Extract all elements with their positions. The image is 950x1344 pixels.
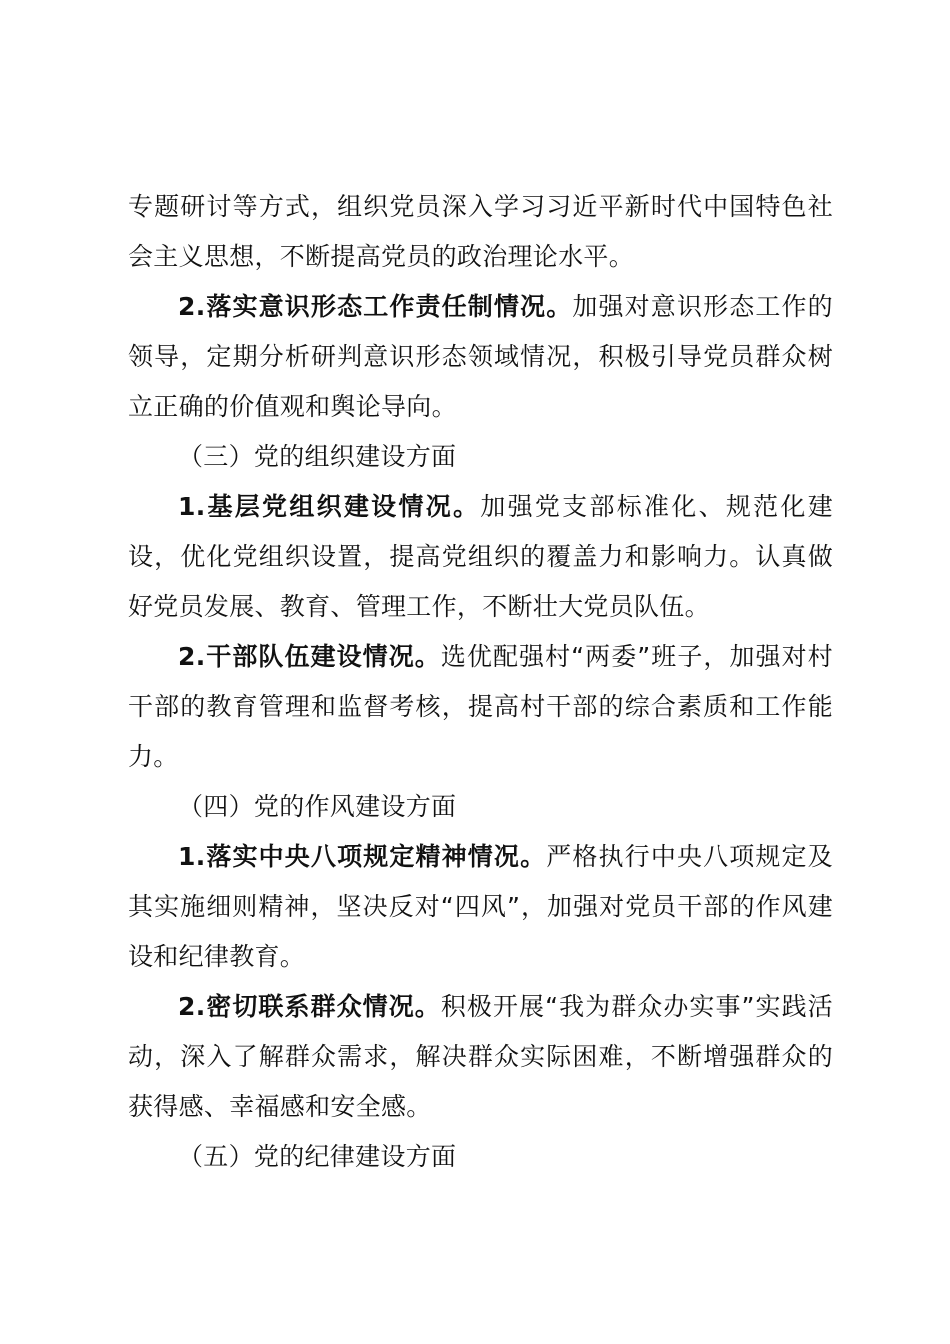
- paragraph-mass-contact: [128, 982, 833, 1132]
- paragraph-lead: 1.落实中央八项规定精神情况。: [178, 842, 547, 871]
- section-heading-work-style: [128, 782, 833, 832]
- section-heading-text: （五）党的纪律建设方面: [178, 1142, 457, 1171]
- section-heading-text: （三）党的组织建设方面: [178, 442, 457, 471]
- paragraph-lead: 1.基层党组织建设情况。: [178, 492, 481, 521]
- paragraph-ideology-responsibility: [128, 282, 833, 432]
- paragraph-text: 严格执行中央八项规定及其实施细则精神，坚决反对“四风”，加强对党员干部的作风建设和纪律教育。: [128, 842, 833, 971]
- paragraph-continuation: [128, 182, 833, 282]
- paragraph-lead: 2.干部队伍建设情况。: [178, 642, 441, 671]
- paragraph-text: 加强党支部标准化、规范化建设，优化党组织设置，提高党组织的覆盖力和影响力。认真做好党员发展、教育、管理工作，不断壮大党员队伍。: [128, 492, 834, 621]
- paragraph-lead: 2.密切联系群众情况。: [178, 992, 441, 1021]
- paragraph-lead: 2.落实意识形态工作责任制情况。: [178, 292, 573, 321]
- section-heading-text: （四）党的作风建设方面: [178, 792, 457, 821]
- paragraph-cadre-team: [128, 632, 833, 782]
- paragraph-text: 选优配强村“两委”班子，加强对村干部的教育管理和监督考核，提高村干部的综合素质和工作能力。: [128, 642, 833, 771]
- paragraph-eight-rules: [128, 832, 833, 982]
- paragraph-text: 专题研讨等方式，组织党员深入学习习近平新时代中国特色社会主义思想，不断提高党员的政治理论水平。: [128, 192, 833, 271]
- document-body: [128, 182, 833, 1182]
- section-heading-discipline: [128, 1132, 833, 1182]
- paragraph-text: 加强对意识形态工作的领导，定期分析研判意识形态领域情况，积极引导党员群众树立正确的价值观和舆论导向。: [128, 292, 833, 421]
- section-heading-organization: [128, 432, 833, 482]
- paragraph-text: 积极开展“我为群众办实事”实践活动，深入了解群众需求，解决群众实际困难，不断增强群众的获得感、幸福感和安全感。: [128, 992, 833, 1121]
- paragraph-grassroots-organization: [128, 482, 833, 632]
